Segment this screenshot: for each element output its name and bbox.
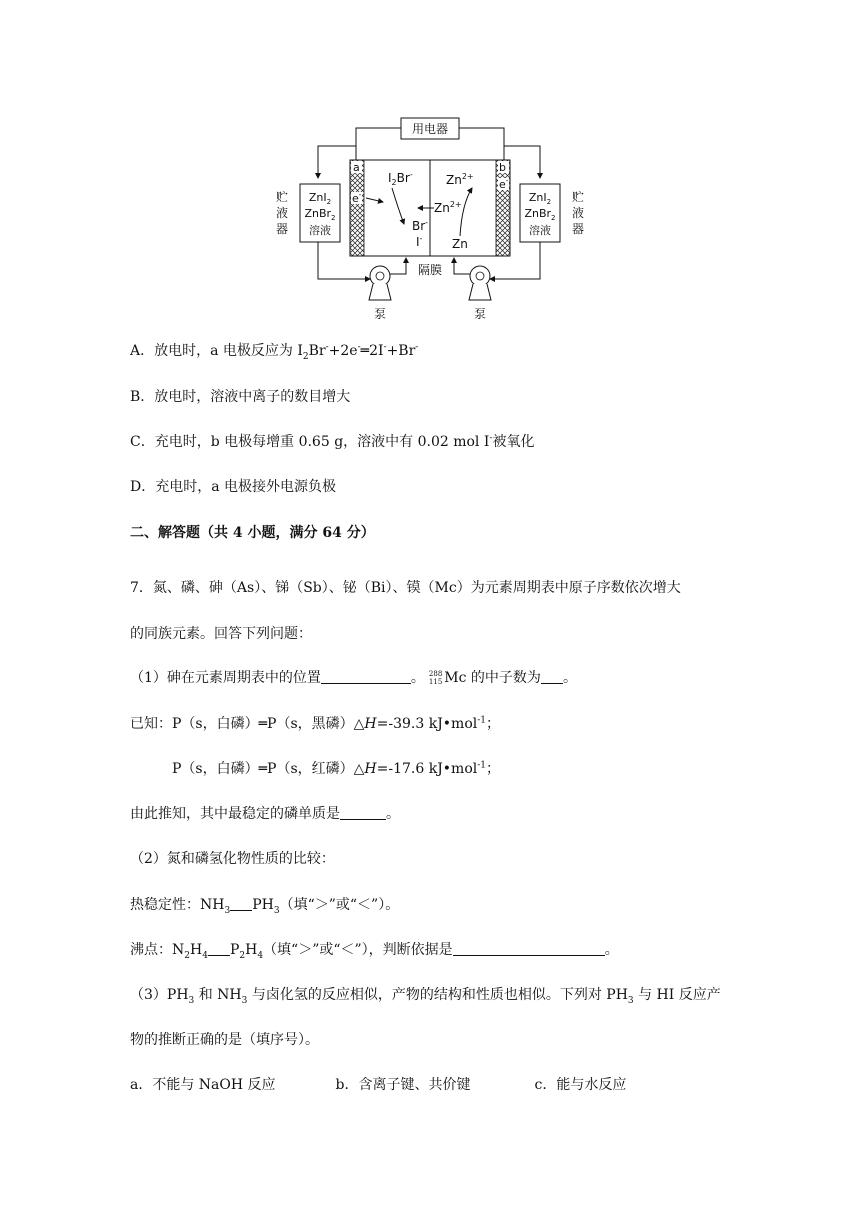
q7-stem-line1: 7．氮、磷、砷（As）、锑（Sb）、铋（Bi）、镆（Mc）为元素周期表中原子序数依次增大 [130, 580, 681, 596]
electrode-b-label: b [499, 161, 506, 174]
q7-choices [130, 1075, 626, 1095]
svg-text:ZnI2: ZnI$_2$ [308, 191, 332, 206]
option-b: B．放电时，溶液中离子的数目增大 [130, 389, 351, 405]
nuclide-notation: 288 115 [428, 670, 443, 686]
tank-right-char1: 贮 [571, 190, 585, 204]
pump-left [369, 266, 391, 300]
blank-neutrons[interactable] [541, 669, 563, 684]
tank-left-char1: 贮 [275, 190, 289, 204]
svg-text:ZnBr2: ZnBr$_2$ [304, 207, 336, 222]
tank-left-sol2: ZnBr [304, 207, 332, 220]
option-d: D．充电时，a 电极接外电源负极 [130, 479, 337, 495]
choice-a[interactable]: a．不能与 NaOH 反应 [130, 1077, 276, 1093]
q7-part3-line2: 物的推断正确的是（填序号）。 [130, 1032, 319, 1048]
pump-right-label: 泵 [473, 307, 487, 321]
pump-right [469, 266, 491, 300]
q7-part1: （1）砷在元素周期表中的位置 。 288 115 Mc 的中子数为 。 [130, 670, 577, 686]
svg-text:e-: e- [352, 191, 362, 205]
tank-right-sol3: 溶液 [529, 224, 551, 237]
q7-infer: 由此推知，其中最稳定的磷单质是 。 [130, 806, 400, 822]
electrode-a-label: a [353, 161, 360, 174]
q7-boiling-point: 沸点：$N_2H_4$ $P_2H_4$（填“＞”或“＜”），判断依据是 。 [130, 942, 619, 961]
q7-part2: （2）氮和磷氢化物性质的比较： [130, 851, 335, 867]
option-c: C．充电时，b 电极每增重 0.65 g，溶液中有 0.02 mol I-被氧化 [130, 433, 535, 450]
iminus-label: I [416, 235, 420, 249]
svg-text:ZnBr2: ZnBr$_2$ [524, 207, 556, 222]
q7-stem-line2: 的同族元素。回答下列问题： [130, 626, 312, 642]
wire-right-b [459, 128, 504, 163]
svg-text:I-: I- [416, 234, 423, 249]
device-label: 用电器 [411, 122, 449, 136]
tank-right-sol2: ZnBr [524, 207, 552, 220]
i2br-label: I [388, 171, 392, 185]
tank-left-char3: 器 [275, 222, 289, 236]
zn2-top-label: Zn [446, 173, 462, 187]
tank-right-char3: 器 [571, 222, 585, 236]
zn2-mid-label: Zn [434, 201, 450, 215]
q7-part3-line1: $(3)PH_3$ 和 $NH_3$ 与卤化氢的反应相似，产物的结构和性质也相似。下列对 $PH_3$ 与 HI 反应产 [130, 987, 721, 1006]
tank-right-char2: 液 [571, 206, 585, 220]
electrode-b [496, 160, 510, 256]
pump-left-label: 泵 [373, 307, 387, 321]
choice-b[interactable]: b．含离子键、共价键 [335, 1077, 471, 1093]
pipe-left-feed [390, 258, 406, 274]
q7-thermal-stability: 热稳定性：$NH_3$ $PH_3$（填“＞”或“＜”）。 [130, 897, 400, 916]
option-a: A．放电时，a 电极反应为 $I_2Br^-+2e^-═2I^-+Br^-$ [130, 342, 419, 362]
flow-battery-svg [270, 108, 600, 324]
choice-c[interactable]: c．能与水反应 [534, 1077, 627, 1093]
blank-stability[interactable] [230, 896, 252, 911]
blank-position[interactable] [321, 669, 411, 684]
flow-battery-diagram [270, 108, 600, 324]
svg-text:ZnI2: ZnI$_2$ [528, 191, 552, 206]
blank-reason[interactable] [453, 941, 605, 956]
tank-left-sol1: ZnI [308, 191, 327, 204]
electron-label-a: e [352, 192, 359, 205]
tank-left-sol3: 溶液 [309, 224, 331, 237]
pipe-right-feed [454, 258, 470, 274]
electron-label-b: e [499, 178, 506, 191]
known-reaction-1: 已知：P（s，白磷）═P（s，黑磷）△H=-39.3 kJ•mol$^{-1}$； [130, 715, 501, 732]
tank-left-char2: 液 [275, 206, 289, 220]
svg-text:Br-: Br- [412, 218, 429, 233]
blank-stable-phosphorus[interactable] [340, 805, 386, 820]
known-reaction-2: P（s，白磷）═P（s，红磷）△H=-17.6 kJ•mol$^{-1}$； [172, 760, 501, 777]
section-heading: 二、解答题（共 4 小题，满分 64 分） [130, 525, 375, 541]
svg-text:I2Br-: $I_2Br^-$ [388, 170, 413, 187]
svg-text:Zn2+: $Zn^{2+}$ [446, 172, 474, 187]
zn-label: Zn [452, 237, 468, 251]
wire-left-a [356, 128, 401, 163]
blank-boiling[interactable] [208, 941, 230, 956]
br-label: Br [412, 219, 426, 233]
membrane-label: 隔膜 [417, 263, 443, 277]
tank-right-sol1: ZnI [528, 191, 547, 204]
svg-text:Zn2+: $Zn^{2+}$ [434, 200, 462, 215]
svg-text:e-: e- [499, 177, 509, 191]
electrode-a [350, 160, 364, 256]
